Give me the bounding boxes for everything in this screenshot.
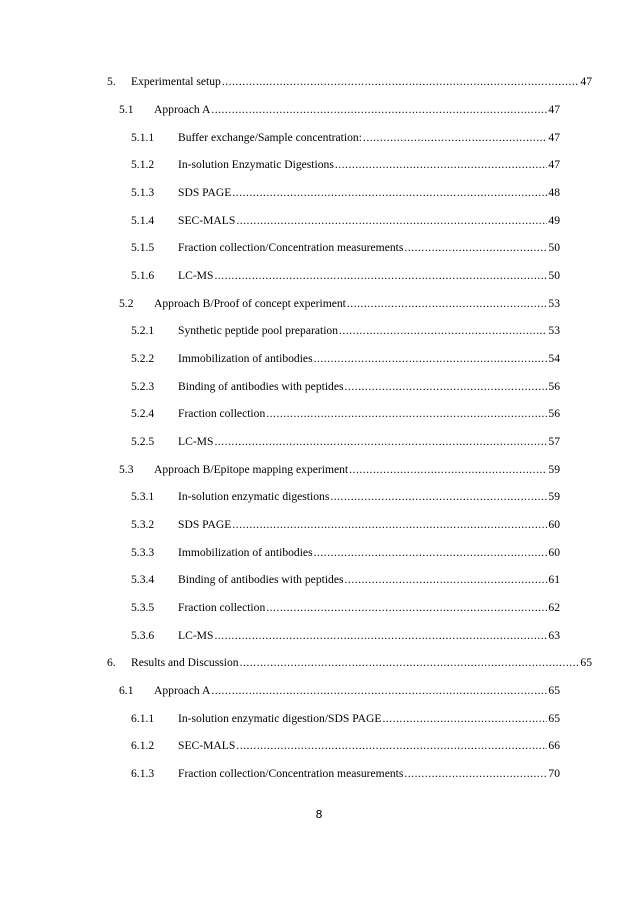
entry-page: 53 [548,297,560,310]
leader-dots [211,682,547,700]
leader-dots [232,516,547,534]
entry-page: 62 [548,601,560,614]
entry-number: 5.1.6 [131,269,155,282]
entry-page: 47 [548,103,560,116]
entry-number: 5.1.2 [131,158,155,171]
entry-title: Fraction collection [178,407,266,420]
leader-dots [339,322,547,340]
toc-entry-5-1-2[interactable] [131,156,560,174]
entry-title: Binding of antibodies with peptides [178,380,344,393]
entry-number: 5.3.5 [131,601,155,614]
entry-page: 60 [548,546,560,559]
entry-page: 65 [580,656,592,669]
leader-dots [232,184,547,202]
entry-number: 5.1.4 [131,214,155,227]
entry-title: Approach A [154,103,211,116]
entry-page: 56 [548,380,560,393]
leader-dots [404,239,547,257]
entry-page: 50 [548,269,560,282]
entry-title: Binding of antibodies with peptides [178,573,344,586]
toc-entry-5-2[interactable] [119,295,560,313]
entry-title: SEC-MALS [178,214,236,227]
entry-page: 65 [548,712,560,725]
leader-dots [214,267,547,285]
entry-number: 5.1.5 [131,241,155,254]
entry-number: 5.3.4 [131,573,155,586]
entry-page: 53 [548,324,560,337]
entry-number: 5.3.3 [131,546,155,559]
leader-dots [330,488,547,506]
entry-number: 5.1.3 [131,186,155,199]
leader-dots [266,599,547,617]
toc-entry-6[interactable] [107,654,592,672]
entry-page: 54 [548,352,560,365]
entry-page: 57 [548,435,560,448]
entry-page: 63 [548,629,560,642]
entry-title: Experimental setup [131,75,221,88]
leader-dots [347,295,548,313]
entry-page: 50 [548,241,560,254]
leader-dots [345,571,548,589]
leader-dots [363,129,547,147]
toc-entry-5-3-5[interactable] [131,599,560,617]
entry-number: 5.2.4 [131,407,155,420]
toc-entry-5-3[interactable] [119,461,560,479]
toc-entry-5-1[interactable] [119,101,560,119]
entry-number: 5.2.3 [131,380,155,393]
entry-title: Fraction collection/Concentration measurements [178,241,404,254]
leader-dots [214,627,547,645]
toc-entry-5-3-3[interactable] [131,544,560,562]
entry-title: LC-MS [178,629,214,642]
toc-entry-6-1-3[interactable] [131,765,560,783]
entry-title: LC-MS [178,269,214,282]
leader-dots [214,433,547,451]
leader-dots [314,350,548,368]
entry-page: 47 [580,75,592,88]
entry-page: 59 [548,463,560,476]
entry-number: 6.1.3 [131,767,155,780]
toc-entry-5-3-2[interactable] [131,516,560,534]
leader-dots [211,101,547,119]
entry-title: Buffer exchange/Sample concentration: [178,131,362,144]
entry-title: Immobilization of antibodies [178,352,313,365]
toc-entry-5-1-1[interactable] [131,129,560,147]
toc-entry-5-3-1[interactable] [131,488,560,506]
toc-entry-5-2-4[interactable] [131,405,560,423]
entry-page: 49 [548,214,560,227]
toc-entry-6-1-2[interactable] [131,737,560,755]
leader-dots [404,765,547,783]
entry-title: In-solution enzymatic digestion/SDS PAGE [178,712,382,725]
toc-entry-5-3-6[interactable] [131,627,560,645]
entry-title: SDS PAGE [178,186,232,199]
entry-number: 5. [107,75,116,88]
toc-entry-5-1-4[interactable] [131,212,560,230]
entry-number: 5.3 [119,463,134,476]
entry-page: 66 [548,739,560,752]
toc-entry-5-2-3[interactable] [131,378,560,396]
leader-dots [345,378,548,396]
entry-page: 56 [548,407,560,420]
entry-number: 5.1 [119,103,134,116]
entry-page: 47 [548,131,560,144]
entry-number: 5.3.1 [131,490,155,503]
entry-title: Results and Discussion [131,656,239,669]
toc-entry-5-2-2[interactable] [131,350,560,368]
entry-number: 5.2.1 [131,324,155,337]
entry-page: 59 [548,490,560,503]
toc-entry-6-1-1[interactable] [131,710,560,728]
entry-page: 65 [548,684,560,697]
leader-dots [314,544,548,562]
leader-dots [335,156,548,174]
entry-number: 6. [107,656,116,669]
entry-page: 70 [548,767,560,780]
leader-dots [382,710,547,728]
entry-title: In-solution enzymatic digestions [178,490,330,503]
entry-title: In-solution Enzymatic Digestions [178,158,334,171]
leader-dots [240,654,580,672]
entry-page: 61 [548,573,560,586]
toc-entry-5-1-6[interactable] [131,267,560,285]
entry-title: Fraction collection [178,601,266,614]
entry-number: 5.2.2 [131,352,155,365]
leader-dots [236,737,547,755]
entry-page: 48 [548,186,560,199]
entry-title: SEC-MALS [178,739,236,752]
entry-number: 6.1.2 [131,739,155,752]
toc-entry-5-2-1[interactable] [131,322,560,340]
entry-title: SDS PAGE [178,518,232,531]
entry-title: Fraction collection/Concentration measurements [178,767,404,780]
leader-dots [236,212,547,230]
toc-entry-5-1-5[interactable] [131,239,560,257]
leader-dots [222,73,580,91]
entry-title: Synthetic peptide pool preparation [178,324,339,337]
entry-number: 6.1.1 [131,712,155,725]
entry-number: 6.1 [119,684,134,697]
page-number: 8 [315,808,323,821]
toc-entry-6-1[interactable] [119,682,560,700]
toc-entry-5-3-4[interactable] [131,571,560,589]
entry-page: 47 [548,158,560,171]
entry-title: Approach A [154,684,211,697]
entry-number: 5.2 [119,297,134,310]
leader-dots [266,405,547,423]
toc-entry-5-1-3[interactable] [131,184,560,202]
entry-number: 5.1.1 [131,131,155,144]
toc-entry-5-2-5[interactable] [131,433,560,451]
toc-entry-5[interactable] [107,73,592,91]
entry-title: LC-MS [178,435,214,448]
entry-title: Immobilization of antibodies [178,546,313,559]
leader-dots [349,461,547,479]
entry-title: Approach B/Proof of concept experiment [154,297,346,310]
entry-number: 5.3.2 [131,518,155,531]
entry-number: 5.3.6 [131,629,155,642]
entry-title: Approach B/Epitope mapping experiment [154,463,349,476]
entry-number: 5.2.5 [131,435,155,448]
entry-page: 60 [548,518,560,531]
